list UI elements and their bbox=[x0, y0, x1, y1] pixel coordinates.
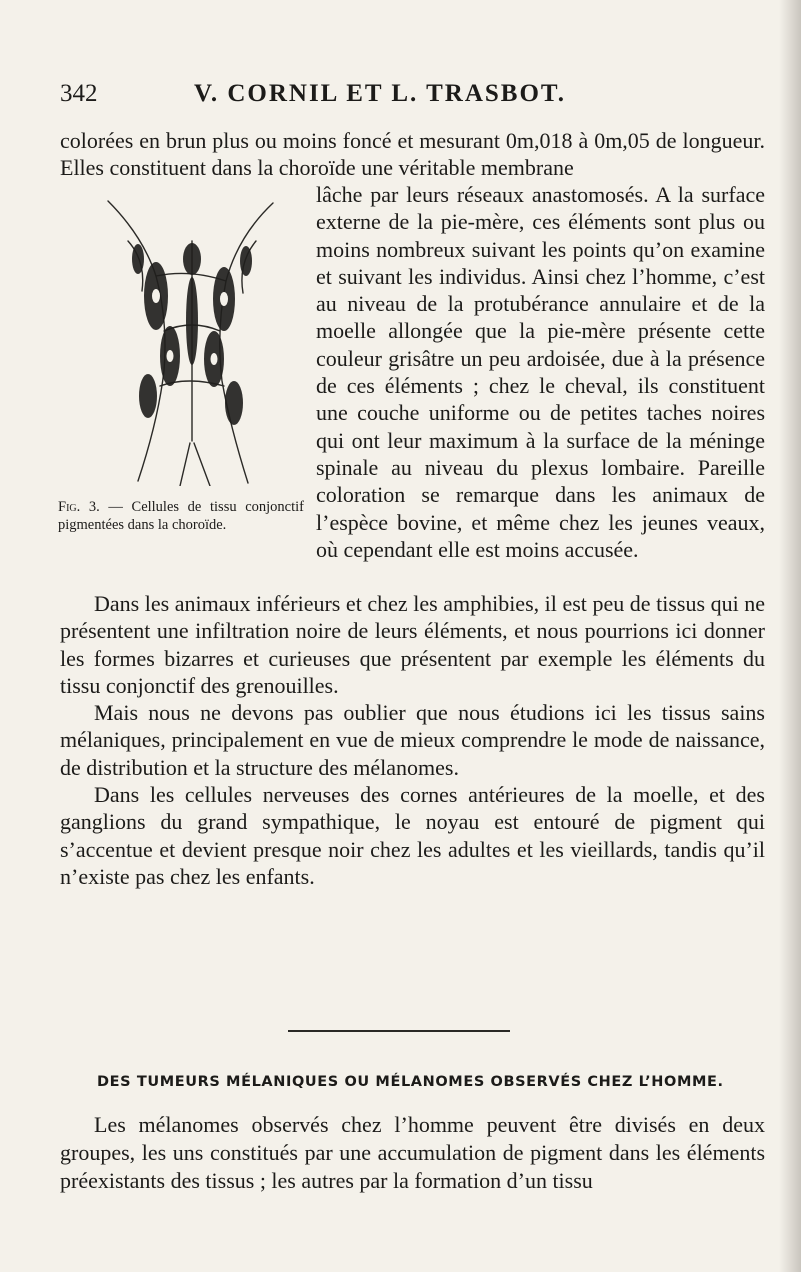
section-paragraph: Les mélanomes observés chez l’homme peuvent être divisés en deux groupes, les uns constitués par une accumulation de pigment dans les éléments préexistants des tissus ; les autres par la formation d’un tissu bbox=[60, 1112, 765, 1193]
paragraph-lead-text: colorées en brun plus ou moins foncé et mesurant 0m,018 à 0m,05 de longueur. Elles constituent dans la choroïde une véritable membrane bbox=[60, 128, 765, 181]
figure-caption-text: — Cellules de tissu conjonctif pigmentées dans la choroïde. bbox=[58, 499, 304, 533]
body-paragraphs bbox=[60, 590, 765, 890]
running-title: V. CORNIL ET L. TRASBOT. bbox=[194, 80, 566, 107]
figure-3 bbox=[58, 181, 304, 573]
section-heading: DES TUMEURS MÉLANIQUES OU MÉLANOMES OBSERVÉS CHEZ L’HOMME. bbox=[97, 1074, 724, 1090]
pigmented-cell-illustration bbox=[98, 181, 284, 486]
figure-label: Fig. 3. bbox=[58, 499, 100, 515]
paragraph-wrap-around-figure bbox=[316, 181, 765, 563]
section-body bbox=[60, 1111, 765, 1195]
page-number: 342 bbox=[60, 80, 98, 107]
figure-caption bbox=[58, 499, 304, 534]
section-divider bbox=[288, 1030, 510, 1032]
paragraph-nerve-cells: Dans les cellules nerveuses des cornes antérieures de la moelle, et des ganglions du grand sympathique, le noyau est entouré de pigment qui s’accentue et devient presque noir chez les adultes et les vieillards, tandis qu’il n’existe pas chez les enfants. bbox=[60, 782, 765, 889]
paragraph-healthy-tissues: Mais nous ne devons pas oublier que nous étudions ici les tissus sains mélaniques, principalement en vue de mieux comprendre le mode de naissance, de distribution et la structure des mélanomes. bbox=[60, 700, 765, 780]
running-head bbox=[60, 80, 760, 116]
paragraph-lead bbox=[60, 127, 765, 182]
paragraph-wrap-text: lâche par leurs réseaux anastomosés. A la surface externe de la pie-mère, ces éléments sont plus ou moins nombreux suivant les points qu’on examine et suivant les individus. Ainsi chez l’homme, c’est au niveau de la protubérance annulaire et de la moelle allongée que la pie-mère présente cette couleur grisâtre un peu ardoisée, due à la présence de ces éléments ; chez le cheval, ils constituent une couche uniforme ou de petites taches noires qui ont leur maximum à la surface de la méninge spinale au niveau du plexus lombaire. Pareille coloration se remarque dans les animaux de l’espèce bovine, et même chez les jeunes veaux, où cependant elle est moins accusée. bbox=[316, 182, 765, 562]
page-edge-shadow bbox=[779, 0, 801, 1272]
paragraph-animals: Dans les animaux inférieurs et chez les amphibies, il est peu de tissus qui ne présentent une infiltration noire de leurs éléments, et nous pourrions ici donner les formes bizarres et curieuses que présentent par exemple les éléments du tissu conjonctif des grenouilles. bbox=[60, 591, 765, 698]
